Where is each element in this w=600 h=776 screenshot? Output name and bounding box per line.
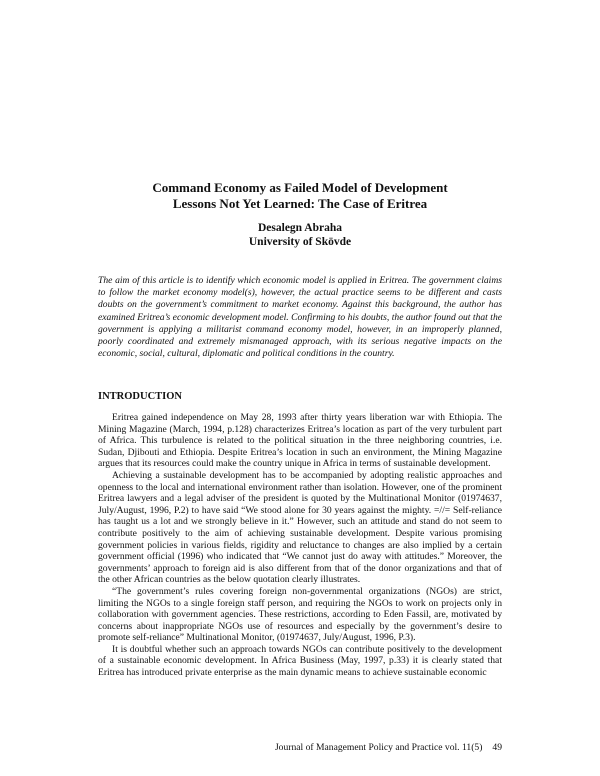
title-line-2: Lessons Not Yet Learned: The Case of Eritrea bbox=[172, 196, 428, 211]
body-paragraph: Eritrea gained independence on May 28, 1993 after thirty years liberation war with Ethiopia. The Mining Magazine (March, 1994, p.128) characterizes Eritrea’s location as part of the very turbulent part of Africa. This turbulence is related to the political situation in the three neighboring countries, i.e. Sudan, Djibouti and Ethiopia. Despite Eritrea’s location in such an environment, the Mining Magazine argues that its resources could make the country unique in Africa in terms of sustainable development. bbox=[98, 412, 502, 470]
page-number: 49 bbox=[492, 742, 502, 753]
author-block bbox=[100, 221, 500, 249]
author-name: Desalegn Abraha bbox=[257, 222, 343, 234]
body-paragraph: “The government’s rules covering foreign non-governmental organizations (NGOs) are strict, limiting the NGOs to a single foreign staff person, and requiring the NGOs to work on projects only in collaboration with government agencies. These restrictions, according to Eden Fassil, are, motivated by concerns about inappropriate NGOs use of resources and especially by the government’s desire to promote self-reliance” Multinational Monitor, (01974637, July/August, 1996, P.3). bbox=[98, 585, 502, 644]
page-footer bbox=[275, 742, 502, 754]
section-body bbox=[98, 412, 502, 679]
title-line-1: Command Economy as Failed Model of Development bbox=[152, 180, 448, 195]
author-affiliation: University of Skövde bbox=[248, 236, 352, 248]
section-heading: INTRODUCTION bbox=[98, 391, 183, 402]
body-paragraph: Achieving a sustainable development has to be accompanied by adopting realistic approaches and openness to the local and international environment rather than isolation. However, one of the prominent Eritrea lawyers and a legal adviser of the president is quoted by the Multinational Monitor (01974637, July/August, 1996, P.2) to have said “We stood alone for 30 years against the mighty. =//= Self-reliance has taught us a lot and we strongly believe in it.” However, such an attitude and stand do not seem to contribute positively to the aim of achieving sustainable development. Despite various promising government policies in various fields, rigidity and reluctance to changes are also implied by a certain government official (1996) who indicated that “We cannot just do away with attitudes.” Moreover, the governments’ approach to foreign aid is also different from that of the donor organizations and that of the other African countries as the below quotation clearly illustrates. bbox=[98, 469, 502, 586]
abstract: The aim of this article is to identify which economic model is applied in Eritrea. The government claims to follow the market economy model(s), however, the actual practice seems to be different and casts doubts on the government’s commitment to market economy. Against this background, the author has examined Eritrea’s economic development model. Confirming to his doubts, the author found out that the government is applying a militarist command economy model, however, in an improperly planned, poorly coordinated and extremely mismanaged approach, with its serious negative impacts on the economic, social, cultural, diplomatic and political conditions in the country. bbox=[98, 275, 502, 360]
journal-citation: Journal of Management Policy and Practice vol. 11(5) bbox=[274, 742, 483, 753]
body-paragraph: It is doubtful whether such an approach towards NGOs can contribute positively to the development of a sustainable economic development. In Africa Business (May, 1997, p.33) it is clearly stated that Eritrea has introduced private enterprise as the main dynamic means to achieve sustainable economic bbox=[98, 643, 502, 679]
paper-title bbox=[100, 180, 500, 212]
